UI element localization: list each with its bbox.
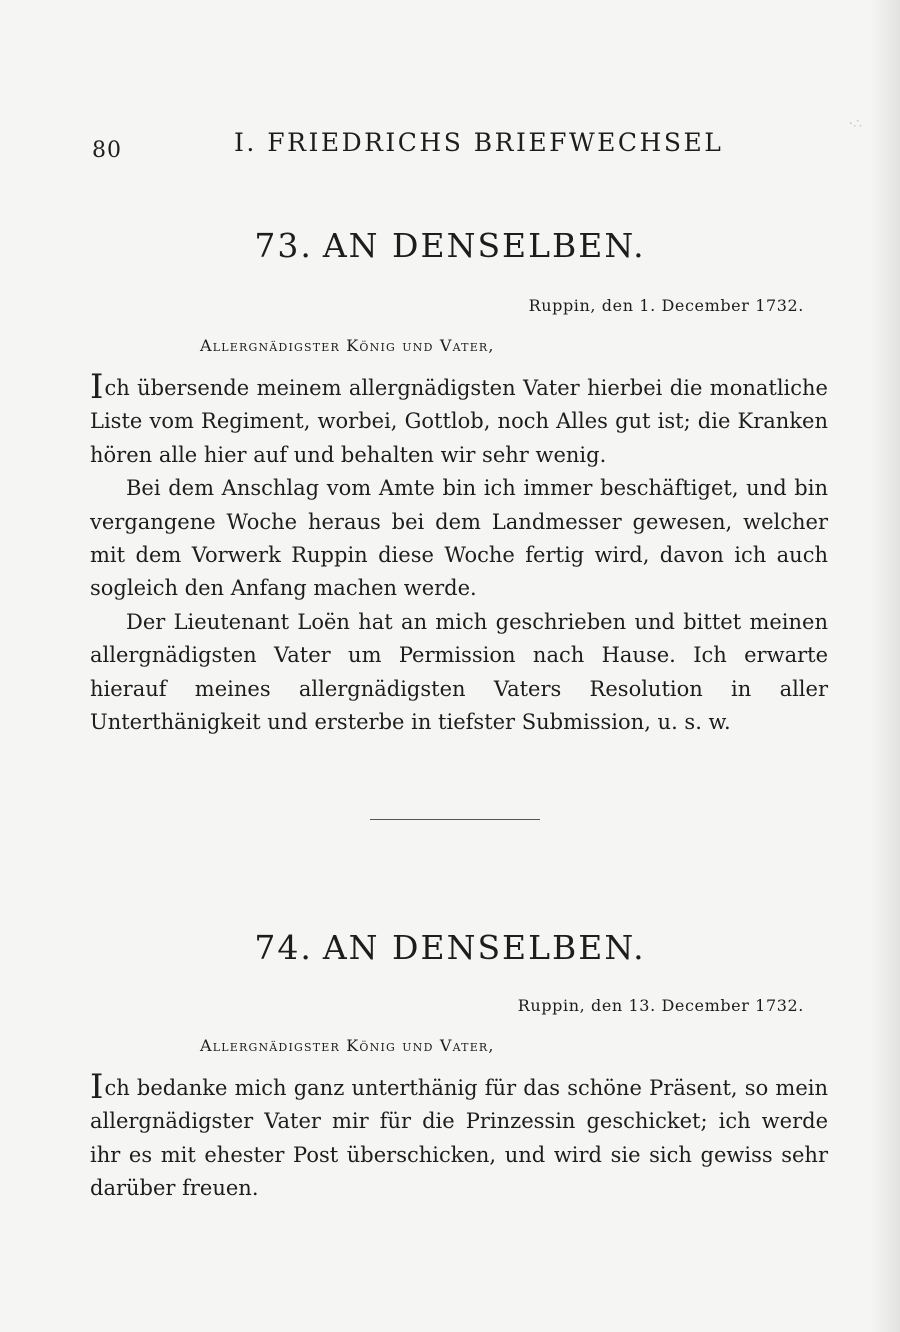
letter-heading: [0, 928, 900, 967]
page-number: 80: [92, 138, 122, 163]
dateline: Ruppin, den 13. December 1732.: [517, 996, 804, 1015]
salutation: Allergnädigster König und Vater,: [200, 1036, 495, 1055]
running-head: [92, 128, 724, 168]
paper-smudge: ·∴: [848, 116, 862, 132]
letter-title: AN DENSELBEN.: [322, 928, 646, 967]
page-edge-shadow: [870, 0, 900, 1332]
section-divider: [370, 819, 540, 820]
dateline: Ruppin, den 1. December 1732.: [528, 296, 804, 315]
paragraph: Der Lieutenant Loën hat an mich geschrieben und bittet meinen allergnädigsten Vater um Permission nach Hause. Ich erwarte hierauf meines allergnädigsten Vaters Resolution in aller Unterthänigkeit und ersterbe in tiefster Submission, u. s. w.: [90, 609, 828, 735]
paragraph: Ich bedanke mich ganz unterthänig für das schöne Präsent, so mein allergnädigster Vater mir für die Prinzessin geschicket; ich werde ihr es mit ehester Post überschicken, und wird sie sich gewiss sehr darüber freuen.: [90, 1067, 828, 1201]
salutation: Allergnädigster König und Vater,: [200, 336, 495, 355]
paragraph: Ich übersende meinem allergnädigsten Vater hierbei die monatliche Liste vom Regiment, worbei, Gottlob, noch Alles gut ist; die Kranken hören alle hier auf und behalten wir sehr wenig.: [90, 367, 828, 467]
letter-number: 74.: [254, 928, 313, 967]
letter-body: [90, 367, 828, 739]
running-title: I. FRIEDRICHS BRIEFWECHSEL: [234, 128, 724, 157]
initial-letter: I: [90, 1067, 104, 1107]
letter-number: 73.: [254, 226, 313, 265]
letter-heading: [0, 226, 900, 265]
paragraph: Bei dem Anschlag vom Amte bin ich immer beschäftiget, und bin vergangene Woche heraus bei dem Landmesser gewesen, welcher mit dem Vorwerk Ruppin diese Woche fertig wird, davon ich auch sogleich den Anfang machen werde.: [90, 476, 828, 601]
letter-title: AN DENSELBEN.: [322, 226, 646, 265]
initial-letter: I: [90, 367, 104, 407]
letter-body: [90, 1067, 828, 1206]
